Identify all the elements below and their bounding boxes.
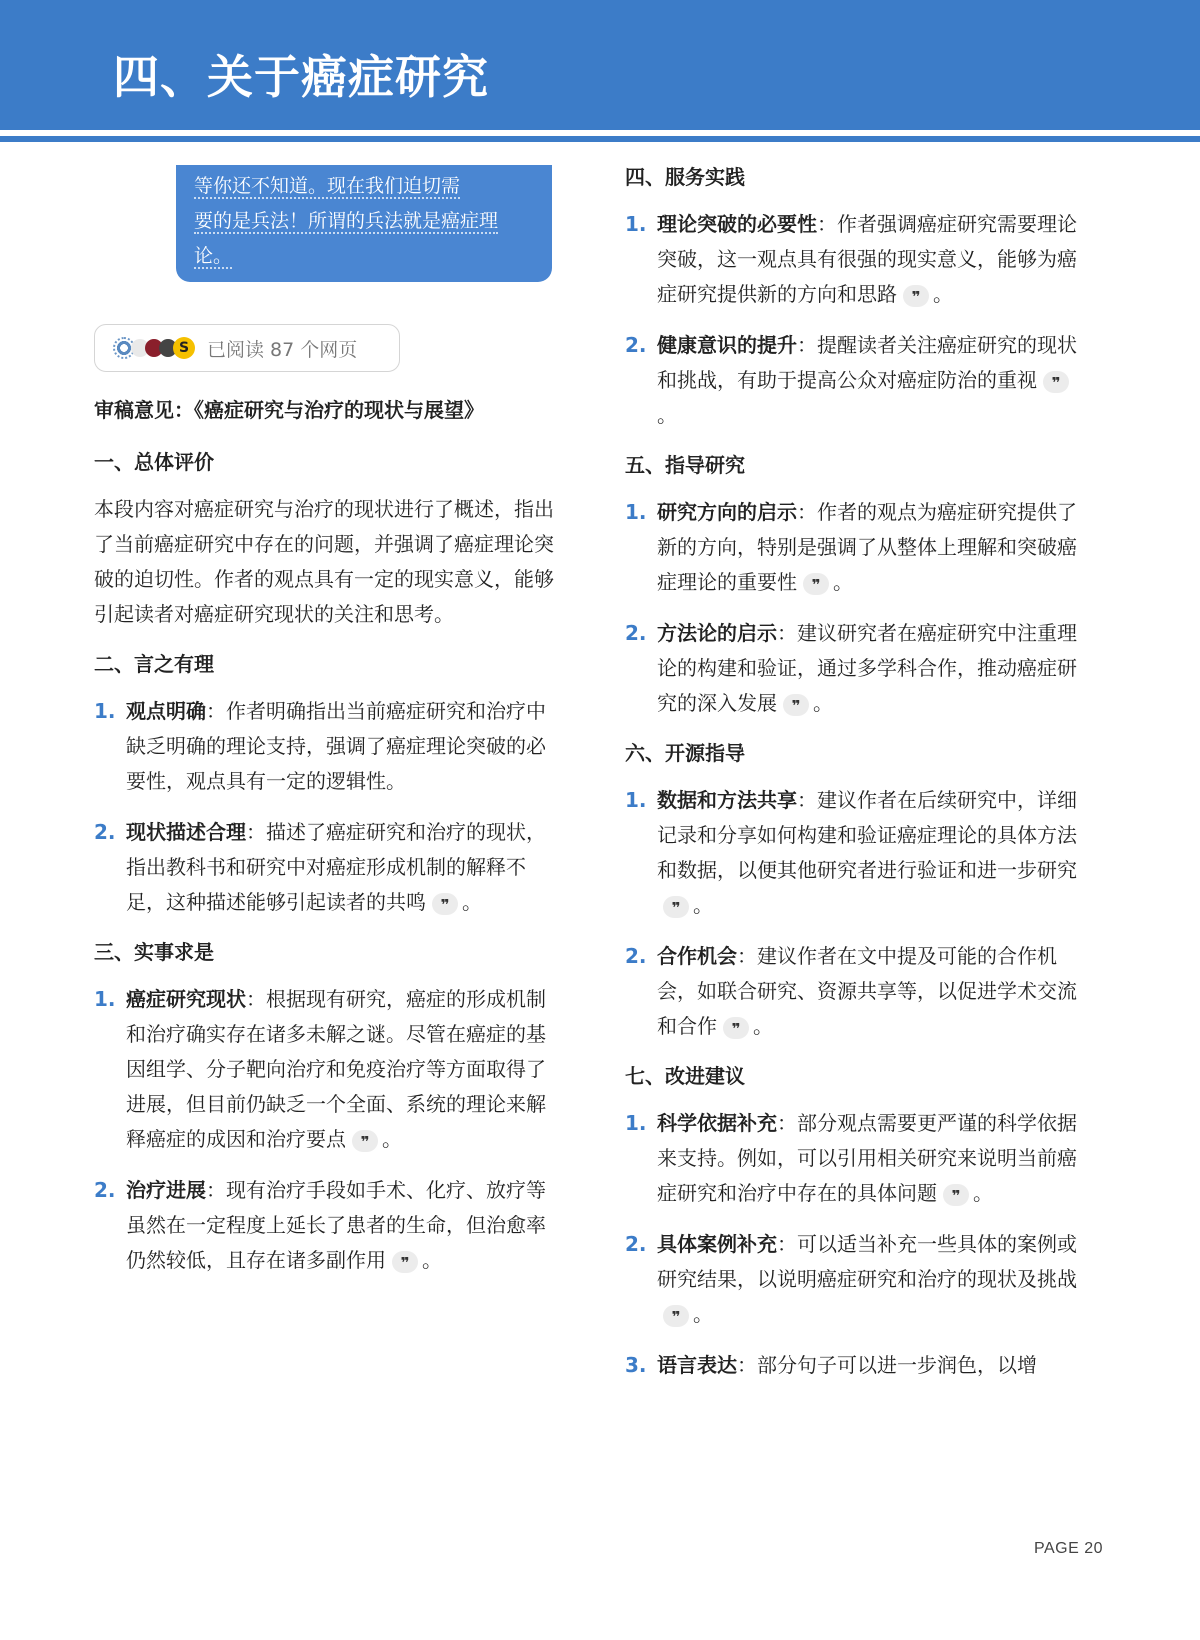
review-title: 审稿意见：《癌症研究与治疗的现状与展望》 [94,398,484,422]
section-heading: 五、指导研究 [625,453,745,477]
list-number: 2. [94,820,116,844]
list-end: 。 [382,1127,402,1151]
list-item [625,1227,1087,1332]
list-end: 。 [693,1302,713,1326]
list-lead: 研究方向的启示 [657,500,797,524]
bubble-line: 要的是兵法！所谓的兵法就是癌症理 [194,210,499,232]
list-number: 1. [625,1111,647,1135]
list-lead: 科学依据补充 [657,1111,777,1135]
header-divider [0,136,1200,142]
list-end: 。 [693,893,713,917]
list-text: ：作者的观点为癌症研究提供了新的方向，特别是强调了从整体上理解和突破癌症理论的重要性 [657,500,1077,594]
list-text: ：现有治疗手段如手术、化疗、放疗等虽然在一定程度上延长了患者的生命，但治愈率仍然较低，且存在诸多副作用 [126,1178,546,1272]
list-item [625,1348,1087,1383]
list-text: ：部分观点需要更严谨的科学依据来支持。例如，可以引用相关研究来说明当前癌症研究和治疗中存在的具体问题 [657,1111,1077,1205]
page-number: PAGE 20 [1034,1540,1104,1557]
list-number: 3. [625,1353,647,1377]
list-number: 1. [625,212,647,236]
list-lead: 数据和方法共享 [657,788,797,812]
list-text: ：根据现有研究，癌症的形成机制和治疗确实存在诸多未解之谜。尽管在癌症的基因组学、分子靶向治疗和免疫治疗等方面取得了进展，但目前仍缺乏一个全面、系统的理论来解释癌症的成因和治疗要点 [126,987,546,1151]
citation-quote-icon[interactable]: ❞ [392,1251,418,1273]
section-list [94,694,554,920]
section-list [94,982,554,1278]
section-paragraph: 本段内容对癌症研究与治疗的现状进行了概述，指出了当前癌症研究中存在的问题，并强调了癌症理论突破的迫切性。作者的观点具有一定的现实意义，能够引起读者对癌症研究现状的关注和思考。 [94,497,554,626]
section-heading: 六、开源指导 [625,741,745,765]
list-text: ：建议作者在后续研究中，详细记录和分享如何构建和验证癌症理论的具体方法和数据，以便其他研究者进行验证和进一步研究 [657,788,1077,882]
list-text: ：建议作者在文中提及可能的合作机会，如联合研究、资源共享等，以促进学术交流和合作 [657,944,1077,1038]
right-column [625,165,1087,1399]
list-end: 。 [813,691,833,715]
bubble-line: 论。 [194,245,233,267]
list-lead: 观点明确 [126,699,206,723]
s-logo-icon: S [173,337,195,359]
list-end: 。 [973,1181,993,1205]
list-item [625,328,1087,433]
chat-bubble [176,165,552,282]
list-lead: 健康意识的提升 [657,333,797,357]
section-heading: 三、实事求是 [94,940,214,964]
list-number: 1. [94,987,116,1011]
list-text: ：可以适当补充一些具体的案例或研究结果，以说明癌症研究和治疗的现状及挑战 [657,1232,1077,1291]
list-lead: 语言表达 [657,1353,737,1377]
section-heading: 二、言之有理 [94,652,214,676]
page-title: 四、关于癌症研究 [113,50,489,104]
citation-quote-icon[interactable]: ❞ [663,896,689,918]
read-sources-pill[interactable] [94,324,400,372]
list-item [625,495,1087,600]
list-number: 1. [625,788,647,812]
citation-quote-icon[interactable]: ❞ [943,1184,969,1206]
list-text: ：建议研究者在癌症研究中注重理论的构建和验证，通过多学科合作，推动癌症研究的深入发展 [657,621,1077,715]
list-number: 2. [94,1178,116,1202]
list-lead: 理论突破的必要性 [657,212,817,236]
list-end: 。 [753,1014,773,1038]
list-lead: 现状描述合理 [126,820,246,844]
section-list [625,783,1087,1044]
list-number: 2. [625,621,647,645]
list-item [94,694,554,799]
list-text: ：部分句子可以进一步润色，以增 [737,1353,1037,1377]
list-lead: 方法论的启示 [657,621,777,645]
citation-quote-icon[interactable]: ❞ [783,694,809,716]
section-heading: 七、改进建议 [625,1064,745,1088]
citation-quote-icon[interactable]: ❞ [723,1017,749,1039]
section-list [625,495,1087,721]
left-column [94,165,554,1294]
list-lead: 具体案例补充 [657,1232,777,1256]
section-list [625,207,1087,433]
bubble-line: 等你还不知道。现在我们迫切需 [194,175,461,197]
list-end: 。 [657,403,677,427]
section-list [625,1106,1087,1383]
citation-quote-icon[interactable]: ❞ [663,1305,689,1327]
list-end: 。 [462,890,482,914]
list-text: ：作者明确指出当前癌症研究和治疗中缺乏明确的理论支持，强调了癌症理论突破的必要性，观点具有一定的逻辑性。 [126,699,546,793]
list-end: 。 [422,1248,442,1272]
section-heading: 四、服务实践 [625,165,745,189]
list-number: 2. [625,944,647,968]
list-number: 1. [625,500,647,524]
list-text: ：提醒读者关注癌症研究的现状和挑战，有助于提高公众对癌症防治的重视 [657,333,1077,392]
list-item [625,939,1087,1044]
citation-quote-icon[interactable]: ❞ [903,285,929,307]
list-end: 。 [833,570,853,594]
citation-quote-icon[interactable]: ❞ [803,573,829,595]
list-number: 2. [625,333,647,357]
citation-quote-icon[interactable]: ❞ [352,1130,378,1152]
list-text: ：作者强调癌症研究需要理论突破，这一观点具有很强的现实意义，能够为癌症研究提供新的方向和思路 [657,212,1077,306]
list-lead: 癌症研究现状 [126,987,246,1011]
list-text: ：描述了癌症研究和治疗的现状，指出教科书和研究中对癌症形成机制的解释不足，这种描述能够引起读者的共鸣 [126,820,546,914]
list-lead: 合作机会 [657,944,737,968]
list-item [625,783,1087,923]
list-item [94,982,554,1157]
section-heading: 一、总体评价 [94,450,214,474]
list-item [94,815,554,920]
list-item [625,616,1087,721]
list-number: 1. [94,699,116,723]
list-number: 2. [625,1232,647,1256]
list-item [625,1106,1087,1211]
list-lead: 治疗进展 [126,1178,206,1202]
citation-quote-icon[interactable]: ❞ [432,893,458,915]
list-item [625,207,1087,312]
list-end: 。 [933,282,953,306]
list-item [94,1173,554,1278]
read-count-text: 已阅读 87 个网页 [207,338,358,361]
citation-quote-icon[interactable]: ❞ [1043,371,1069,393]
